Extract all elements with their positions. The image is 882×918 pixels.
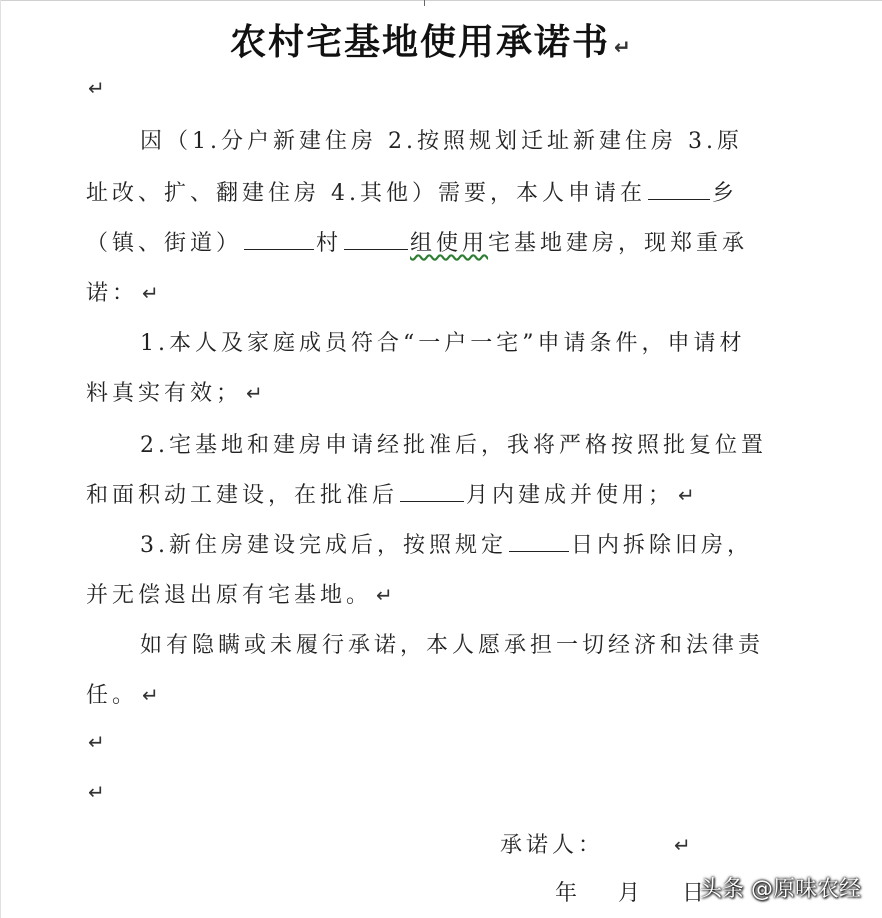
return-mark-icon: ↵ — [88, 76, 105, 100]
date-day: 日 — [682, 881, 705, 906]
paragraph-text: 如有隐瞒或未履行承诺，本人愿承担一切经济和法律责 — [140, 633, 765, 658]
paragraph-text: 1.本人及家庭成员符合“一户一宅”申请条件，申请材 — [140, 331, 746, 356]
paragraph-text: 日内拆除旧房， — [571, 533, 754, 558]
date-month: 月 — [618, 881, 641, 906]
paragraph-line — [86, 478, 699, 509]
paragraph-text: 3.新住房建设完成后，按照规定 — [140, 533, 507, 558]
paragraph-line — [140, 528, 753, 559]
blank-days[interactable] — [509, 531, 569, 552]
watermark: 头条 @原味农经 — [700, 877, 861, 902]
signer-line — [500, 828, 695, 859]
paragraph-line — [86, 226, 748, 257]
paragraph-line — [86, 276, 163, 307]
paragraph-text: 任。 — [86, 683, 139, 708]
spellcheck-underlined-text: 组使用 — [410, 231, 489, 256]
paragraph-text: 宅基地建房，现郑重承 — [488, 231, 749, 256]
blank-months[interactable] — [400, 481, 464, 502]
paragraph-text: 2.宅基地和建房申请经批准后，我将严格按照批复位置 — [140, 433, 767, 458]
paragraph-text: 因（1.分户新建住房 2.按照规划迁址新建住房 3.原 — [140, 129, 743, 154]
paragraph-line — [86, 176, 738, 207]
return-mark-icon: ↵ — [88, 730, 105, 754]
paragraph-text: 并无偿退出原有宅基地。 — [86, 583, 373, 608]
paragraph-text: 乡 — [712, 181, 739, 206]
return-mark-icon: ↵ — [246, 381, 267, 405]
paragraph-text: 诺： — [86, 281, 139, 306]
return-mark-icon: ↵ — [376, 583, 397, 607]
paragraph-text: 月内建成并使用； — [466, 483, 675, 508]
paragraph-text: （镇、街道） — [86, 231, 243, 256]
paragraph-line — [140, 428, 767, 459]
page-top-edge — [0, 0, 882, 1]
blank-village[interactable] — [244, 229, 314, 250]
paragraph-line — [86, 376, 267, 407]
return-mark-icon: ↵ — [142, 281, 163, 305]
paragraph-line — [86, 578, 397, 609]
document-title — [230, 14, 633, 65]
title-text: 农村宅基地使用承诺书 — [230, 22, 611, 63]
date-year: 年 — [555, 881, 578, 906]
paragraph-line — [140, 628, 764, 659]
paragraph-line — [140, 326, 746, 357]
return-mark-icon: ↵ — [88, 780, 105, 804]
return-mark-icon: ↵ — [678, 483, 699, 507]
signer-label: 承诺人： — [500, 833, 605, 858]
blank-group[interactable] — [344, 229, 408, 250]
paragraph-text: 址改、扩、翻建住房 4.其他）需要，本人申请在 — [86, 181, 646, 206]
paragraph-text: 村 — [316, 231, 343, 256]
return-mark-icon: ↵ — [614, 35, 633, 59]
paragraph-line — [86, 678, 163, 709]
page-left-edge — [0, 0, 1, 918]
return-mark-icon: ↵ — [142, 683, 163, 707]
return-mark-icon: ↵ — [674, 833, 695, 857]
blank-township[interactable] — [648, 179, 710, 200]
ruler-tick — [424, 0, 425, 6]
paragraph-text: 和面积动工建设，在批准后 — [86, 483, 399, 508]
paragraph-line — [140, 124, 743, 155]
paragraph-text: 料真实有效； — [86, 381, 243, 406]
